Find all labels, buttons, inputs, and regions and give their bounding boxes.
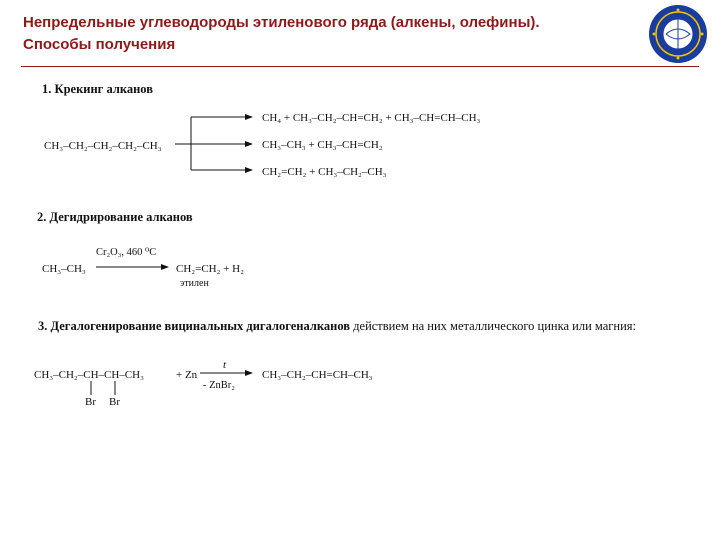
section2-reactant: CH₃–CH₃	[42, 263, 86, 275]
section3-reagent: + Zn	[176, 369, 198, 381]
section1-heading: 1. Крекинг алканов	[42, 82, 153, 96]
substituent-br-1: Br	[85, 396, 96, 408]
section2-conditions: Cr₂O₃, 460 ⁰C	[96, 247, 157, 258]
section3-heading-bold: 3. Дегалогенирование вицинальных дигалогеналканов	[38, 319, 351, 333]
title-line-1: Непредельные углеводороды этиленового ряда (алкены, олефины).	[23, 14, 540, 31]
substituent-br-2: Br	[109, 396, 120, 408]
section1-reactant: CH₃–CH₂–CH₂–CH₂–CH₃	[44, 140, 162, 152]
section3-above-arrow: t	[223, 359, 227, 371]
section1-product-2: CH₃–CH₃ + CH₃–CH=CH₂	[262, 139, 383, 151]
section3-below-arrow: - ZnBr₂	[203, 380, 235, 391]
section3-reactant: CH₃–CH₂–CH–CH–CH₃	[34, 369, 144, 381]
section2-product: CH₂=CH₂ + H₂	[176, 263, 244, 275]
title-line-2: Способы получения	[23, 36, 176, 53]
section1-product-3: CH₂=CH₂ + CH₃–CH₂–CH₃	[262, 166, 387, 178]
section3-heading	[38, 318, 698, 334]
section2-heading: 2. Дегидрирование алканов	[37, 210, 193, 224]
section2-product-name: этилен	[180, 278, 209, 289]
section1-product-1: CH₄ + CH₃–CH₂–CH=CH₂ + CH₃–CH=CH–CH₃	[262, 112, 481, 124]
section3-heading-rest: действием на них металлического цинка или магния:	[350, 319, 636, 333]
section3-product: CH₃–CH₂–CH=CH–CH₃	[262, 369, 373, 381]
